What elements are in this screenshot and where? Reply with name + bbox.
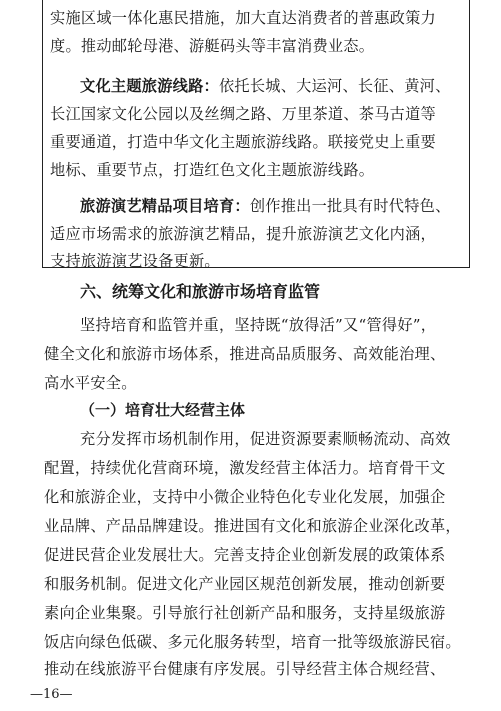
subsection-heading: （一）培育壮大经营主体: [80, 401, 246, 419]
performance-paragraph: [80, 196, 451, 216]
section-line-1: 坚持培育和监管并重，坚持既“放得活”又“管得好”，: [80, 316, 437, 334]
subsection-line-4: 业品牌、产品品牌建设。推进国有文化和旅游企业深化改革，: [44, 517, 461, 535]
subsection-line-7: 素向企业集聚。引导旅行社创新产品和服务，支持星级旅游: [44, 604, 446, 622]
culture-route-line-1: 依托长城、大运河、长征、黄河、: [218, 77, 451, 95]
subsection-line-5: 促进民营企业发展壮大。完善支持企业创新发展的政策体系: [44, 546, 446, 564]
box-line-1: 实施区域一体化惠民措施，加大直达消费者的普惠政策力: [50, 9, 436, 27]
performance-line-2: 适应市场需求的旅游演艺精品，提升旅游演艺文化内涵，: [50, 225, 436, 243]
culture-route-line-2: 长江国家文化公园以及丝绸之路、万里茶道、茶马古道等: [50, 105, 436, 123]
culture-route-line-4: 地标、重要节点，打造红色文化主题旅游线路。: [50, 161, 375, 179]
subsection-line-2: 配置，持续优化营商环境，激发经营主体活力。培育骨干文: [44, 459, 446, 477]
section-line-2: 健全文化和旅游市场体系，推进高品质服务、高效能治理、: [44, 345, 446, 363]
section-line-3: 高水平安全。: [44, 374, 137, 392]
subsection-line-8: 饭店向绿色低碳、多元化服务转型，培育一批等级旅游民宿。: [44, 633, 461, 651]
culture-route-paragraph: [80, 76, 451, 96]
page-number: —16—: [30, 687, 73, 702]
performance-line-1: 创作推出一批具有时代特色、: [249, 197, 451, 215]
subsection-line-3: 化和旅游企业，支持中小微企业特色化专业化发展，加强企: [44, 488, 446, 506]
subsection-line-6: 和服务机制。促进文化产业园区规范创新发展，推动创新要: [44, 575, 446, 593]
box-line-2: 度。推动邮轮母港、游艇码头等丰富消费业态。: [50, 37, 375, 55]
culture-route-label: 文化主题旅游线路：: [80, 77, 219, 95]
performance-line-3: 支持旅游演艺设备更新。: [50, 252, 220, 270]
performance-label: 旅游演艺精品项目培育：: [80, 197, 250, 215]
section-heading: 六、统筹文化和旅游市场培育监管: [80, 282, 321, 301]
subsection-line-9: 推动在线旅游平台健康有序发展。引导经营主体合规经营、: [44, 660, 446, 678]
culture-route-line-3: 重要通道，打造中华文化主题旅游线路。联接党史上重要: [50, 133, 436, 151]
subsection-line-1: 充分发挥市场机制作用，促进资源要素顺畅流动、高效: [80, 430, 451, 448]
